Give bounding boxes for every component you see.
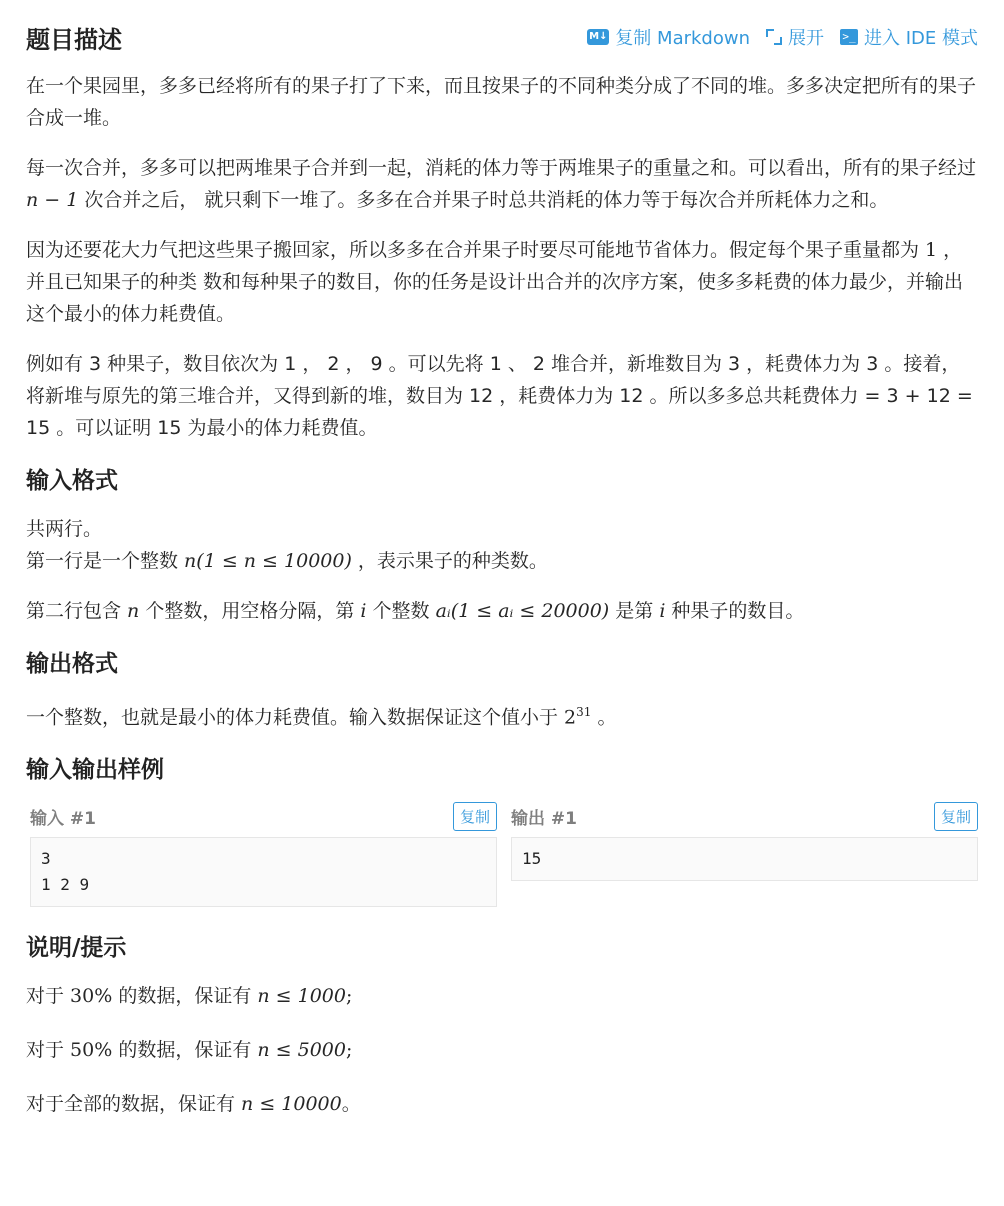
text: 的数据，保证有 [112,1039,258,1062]
output-format-title: 输出格式 [26,651,118,677]
sample-output-label: 输出 #1 [511,809,577,830]
markdown-icon: M↓ [587,29,609,45]
text: ，表示果子的种类数。 [351,550,548,572]
input-format-line-3 [26,595,978,627]
sample-output-content: 15 [511,837,978,881]
input-format-title: 输入格式 [26,468,118,494]
action-bar [587,24,978,50]
hint-1 [26,980,978,1012]
math-expr: n ≤ 5000 [257,1039,346,1062]
expand-icon [766,29,782,45]
sample-input [26,802,497,907]
description-paragraph-1: 在一个果园里，多多已经将所有的果子打了下来，而且按果子的不同种类分成了不同的堆。多多决定把所有的果子合成一堆。 [26,75,977,129]
copy-input-button[interactable]: 复制 [453,802,497,831]
sample-input-header [26,802,497,837]
text: ; [345,1039,353,1062]
math-expr: i [659,600,666,622]
expand-label: 展开 [788,28,824,49]
text: 是第 [609,600,660,622]
copy-markdown-button[interactable] [587,24,750,50]
math-expr: n ≤ 1000 [257,985,346,1008]
samples-title: 输入输出样例 [26,757,164,784]
math-expr: 30% [70,985,113,1008]
text: 对于 [26,1039,71,1062]
text: ，并且已知果子的种类 数和每种果子的数目，你的任务是设计出合并的次序方案，使多多耗费的体力最少，并输出这个最小的体力耗费值。 [26,239,964,325]
output-format-text [26,696,978,733]
hints-title: 说明/提示 [26,935,127,962]
description-paragraph-3 [26,234,978,330]
math-expr: n ≤ 10000 [241,1093,342,1116]
text: 个整数 [366,600,436,622]
hint-3 [26,1088,978,1120]
sample-input-content: 3 1 2 9 [30,837,497,907]
text: 每一次合并，多多可以把两堆果子合并到一起，消耗的体力等于两堆果子的重量之和。可以看出，所有的果子经过 [26,157,977,179]
expand-button[interactable] [766,24,824,50]
ide-mode-label: 进入 IDE 模式 [864,28,978,49]
copy-markdown-label: 复制 Markdown [615,28,750,49]
description-paragraph-2 [26,152,978,216]
text: 个整数，用空格分隔，第 [139,600,361,622]
text: 的数据，保证有 [112,985,258,1008]
math-expr: n − 1 [26,189,79,211]
ide-mode-button[interactable] [840,24,978,50]
text: 第二行包含 [26,600,128,622]
exponent: 31 [576,705,592,719]
hint-2 [26,1034,978,1066]
text: 因为还要花大力气把这些果子搬回家，所以多多在合并果子时要尽可能地节省体力。假定每个果子重量都为 [26,239,926,261]
math-expr: n [127,600,140,622]
sample-output [507,802,978,907]
text: ; [345,985,353,1008]
math-expr: i [360,600,367,622]
text: 对于全部的数据，保证有 [26,1093,242,1116]
terminal-icon: >_ [840,29,858,45]
text: 种果子的数目。 [665,600,805,622]
sample-input-label: 输入 #1 [30,809,96,830]
text: 次合并之后， 就只剩下一堆了。多多在合并果子时总共消耗的体力等于每次合并所耗体力之和。 [78,189,889,211]
copy-output-button[interactable]: 复制 [934,802,978,831]
text: 一个整数，也就是最小的体力耗费值。输入数据保证这个值小于 [26,706,565,729]
description-title: 题目描述 [26,26,122,54]
description-paragraph-4: 例如有 3 种果子，数目依次为 1 ， 2 ， 9 。可以先将 1 、 2 堆合并，新堆数目为 3 ，耗费体力为 3 。接着，将新堆与原先的第三堆合并，又得到新的堆，数目为 12 ，耗费体力为 12 。所以多多总共耗费体力 = 3 + 12 = 15 。可以证明 15 为最小的体力耗费值。 [26,353,973,439]
sample-output-header [507,802,978,837]
math-expr: aᵢ(1 ≤ aᵢ ≤ 20000) [435,600,610,622]
math-expr: 50% [70,1039,113,1062]
text: 共两行。 [26,518,103,540]
text: 。 [341,1093,361,1116]
math-expr: n(1 ≤ n ≤ 10000) [184,550,352,572]
top-bar [26,0,978,70]
samples-container [26,802,978,907]
math-expr: 1 [925,239,938,261]
input-format-text [26,513,978,577]
text: 对于 [26,985,71,1008]
text: 第一行是一个整数 [26,550,185,572]
text: 。 [591,706,617,729]
math-expr: 2 [564,706,577,729]
